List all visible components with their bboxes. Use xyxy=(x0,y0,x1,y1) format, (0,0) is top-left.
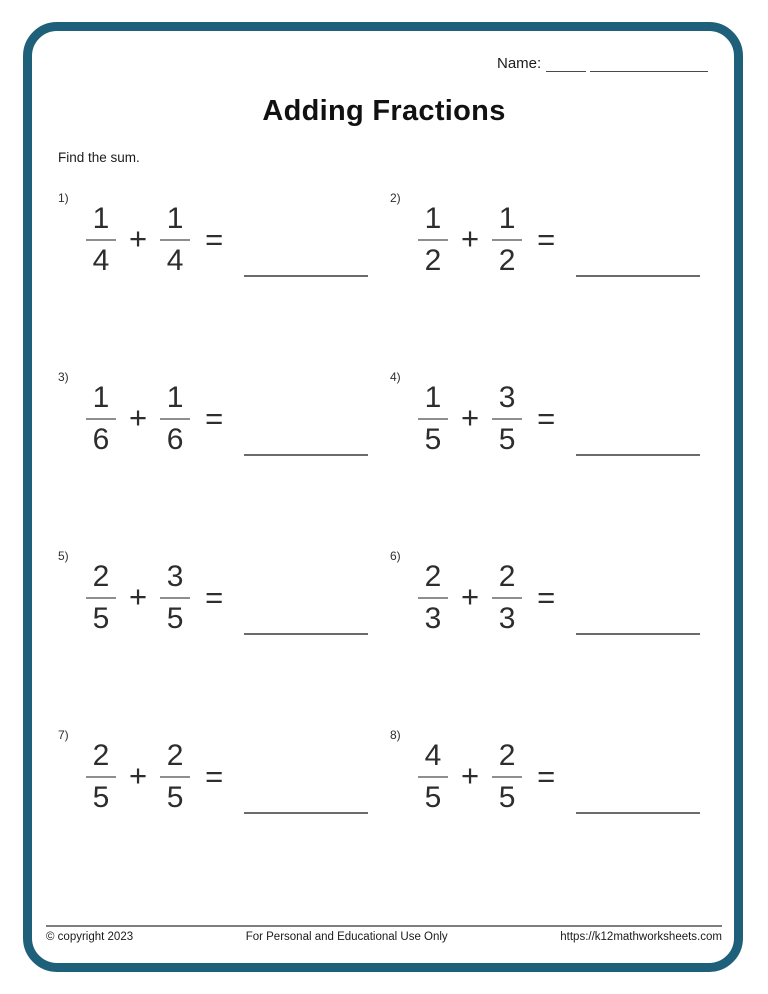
instruction-text: Find the sum. xyxy=(58,150,140,165)
fraction-addend-2 xyxy=(492,561,522,635)
footer-url: https://k12mathworksheets.com xyxy=(560,931,722,943)
problem-7 xyxy=(56,728,388,858)
denominator: 6 xyxy=(166,423,184,457)
equals-sign: = xyxy=(205,580,224,615)
numerator: 2 xyxy=(92,560,110,594)
fraction-bar xyxy=(86,597,116,600)
numerator: 3 xyxy=(498,381,516,415)
denominator: 4 xyxy=(92,244,110,278)
fraction-bar xyxy=(86,776,116,779)
denominator: 5 xyxy=(92,781,110,815)
numerator: 1 xyxy=(166,202,184,236)
problem-number: 7) xyxy=(58,728,69,742)
denominator: 3 xyxy=(424,602,442,636)
problem-3 xyxy=(56,370,388,500)
fraction-addend-1 xyxy=(86,382,116,456)
numerator: 1 xyxy=(92,202,110,236)
fraction-addend-2 xyxy=(492,382,522,456)
denominator: 5 xyxy=(166,781,184,815)
numerator: 1 xyxy=(424,202,442,236)
problem-number: 2) xyxy=(390,191,401,205)
problem-number: 1) xyxy=(58,191,69,205)
problem-number: 4) xyxy=(390,370,401,384)
answer-blank xyxy=(244,454,368,456)
problems-grid xyxy=(56,191,720,858)
denominator: 5 xyxy=(498,781,516,815)
fraction-bar xyxy=(418,776,448,779)
problem-4 xyxy=(388,370,720,500)
plus-sign: + xyxy=(461,578,480,614)
denominator: 3 xyxy=(498,602,516,636)
denominator: 5 xyxy=(424,423,442,457)
expression xyxy=(56,559,388,637)
footer-copyright: © copyright 2023 xyxy=(46,931,134,943)
fraction-addend-1 xyxy=(86,561,116,635)
plus-sign: + xyxy=(129,220,148,256)
denominator: 5 xyxy=(92,602,110,636)
problem-2 xyxy=(388,191,720,321)
expression xyxy=(388,201,720,279)
numerator: 1 xyxy=(92,381,110,415)
fraction-bar xyxy=(160,418,190,421)
plus-sign: + xyxy=(461,757,480,793)
expression xyxy=(388,738,720,816)
fraction-addend-2 xyxy=(160,740,190,814)
fraction-addend-2 xyxy=(160,203,190,277)
numerator: 2 xyxy=(166,739,184,773)
numerator: 2 xyxy=(498,739,516,773)
equals-sign: = xyxy=(205,759,224,794)
problem-number: 8) xyxy=(390,728,401,742)
equals-sign: = xyxy=(537,222,556,257)
equals-sign: = xyxy=(537,401,556,436)
page-title: Adding Fractions xyxy=(262,95,506,127)
fraction-bar xyxy=(492,239,522,242)
problem-number: 6) xyxy=(390,549,401,563)
fraction-bar xyxy=(86,239,116,242)
fraction-bar xyxy=(86,418,116,421)
answer-blank xyxy=(244,275,368,277)
fraction-addend-2 xyxy=(492,203,522,277)
fraction-bar xyxy=(160,776,190,779)
plus-sign: + xyxy=(129,578,148,614)
fraction-addend-2 xyxy=(160,382,190,456)
numerator: 1 xyxy=(424,381,442,415)
denominator: 4 xyxy=(166,244,184,278)
problem-8 xyxy=(388,728,720,858)
answer-blank xyxy=(576,812,700,814)
name-field xyxy=(497,55,708,72)
expression xyxy=(56,738,388,816)
denominator: 2 xyxy=(498,244,516,278)
answer-blank xyxy=(576,633,700,635)
footer-usage-note: For Personal and Educational Use Only xyxy=(245,931,448,943)
numerator: 1 xyxy=(498,202,516,236)
fraction-bar xyxy=(418,597,448,600)
numerator: 2 xyxy=(92,739,110,773)
equals-sign: = xyxy=(205,222,224,257)
equals-sign: = xyxy=(537,759,556,794)
denominator: 5 xyxy=(424,781,442,815)
fraction-addend-1 xyxy=(418,740,448,814)
numerator: 2 xyxy=(498,560,516,594)
fraction-bar xyxy=(160,239,190,242)
answer-blank xyxy=(244,812,368,814)
problem-6 xyxy=(388,549,720,679)
equals-sign: = xyxy=(537,580,556,615)
answer-blank xyxy=(576,454,700,456)
answer-blank xyxy=(244,633,368,635)
plus-sign: + xyxy=(461,399,480,435)
fraction-addend-1 xyxy=(418,561,448,635)
expression xyxy=(388,380,720,458)
expression xyxy=(56,380,388,458)
plus-sign: + xyxy=(461,220,480,256)
expression xyxy=(388,559,720,637)
answer-blank xyxy=(576,275,700,277)
problem-number: 5) xyxy=(58,549,69,563)
denominator: 2 xyxy=(424,244,442,278)
plus-sign: + xyxy=(129,757,148,793)
fraction-bar xyxy=(418,418,448,421)
fraction-bar xyxy=(492,418,522,421)
name-blank-line xyxy=(546,56,586,72)
numerator: 2 xyxy=(424,560,442,594)
fraction-addend-1 xyxy=(418,203,448,277)
denominator: 5 xyxy=(166,602,184,636)
name-label: Name: xyxy=(497,55,542,72)
problem-number: 3) xyxy=(58,370,69,384)
footer-divider xyxy=(46,925,722,927)
problem-1 xyxy=(56,191,388,321)
problem-5 xyxy=(56,549,388,679)
fraction-bar xyxy=(418,239,448,242)
fraction-addend-2 xyxy=(160,561,190,635)
expression xyxy=(56,201,388,279)
equals-sign: = xyxy=(205,401,224,436)
denominator: 5 xyxy=(498,423,516,457)
fraction-bar xyxy=(492,597,522,600)
fraction-bar xyxy=(160,597,190,600)
fraction-addend-2 xyxy=(492,740,522,814)
plus-sign: + xyxy=(129,399,148,435)
fraction-addend-1 xyxy=(418,382,448,456)
name-blank-line xyxy=(590,56,708,72)
numerator: 4 xyxy=(424,739,442,773)
fraction-addend-1 xyxy=(86,203,116,277)
numerator: 1 xyxy=(166,381,184,415)
fraction-bar xyxy=(492,776,522,779)
footer xyxy=(46,931,722,943)
fraction-addend-1 xyxy=(86,740,116,814)
denominator: 6 xyxy=(92,423,110,457)
numerator: 3 xyxy=(166,560,184,594)
